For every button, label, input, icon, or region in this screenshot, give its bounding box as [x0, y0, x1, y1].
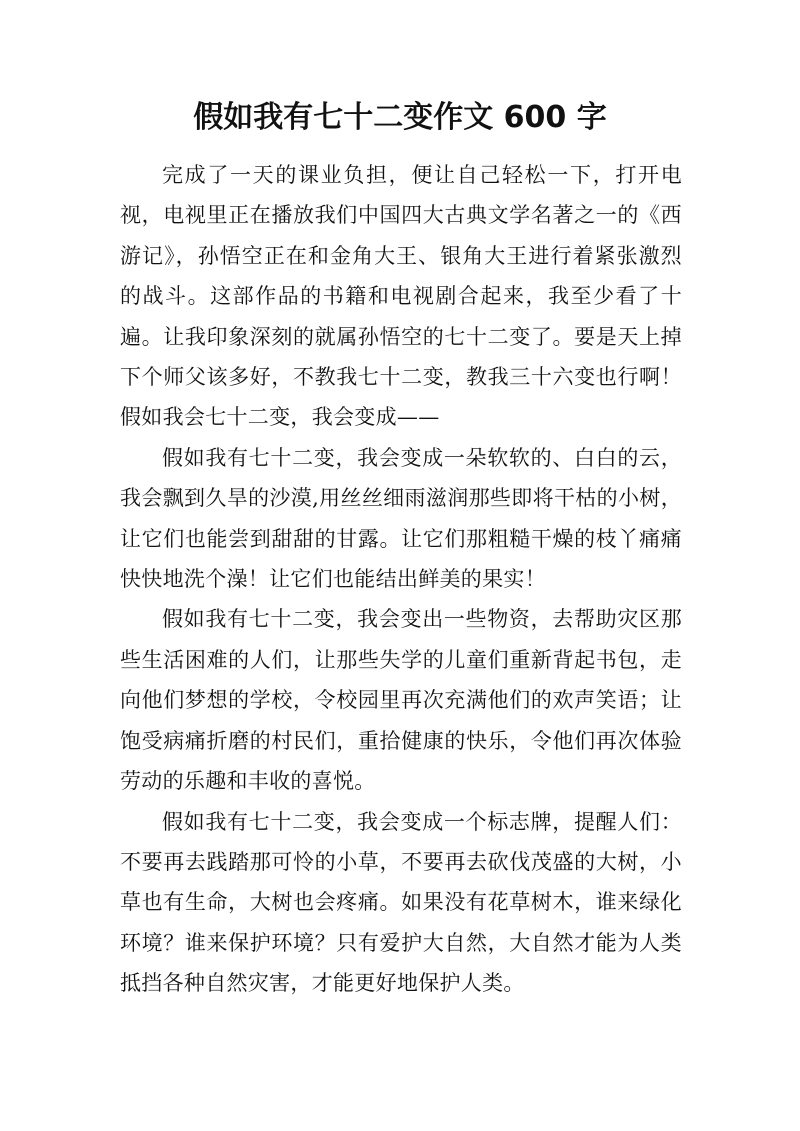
document-title: 假如我有七十二变作文 600 字: [193, 100, 607, 135]
essay-body: [120, 155, 682, 1004]
paragraph-4: 假如我有七十二变，我会变成一个标志牌，提醒人们：不要再去践踏那可怜的小草，不要再去砍伐茂盛的大树，小草也有生命，大树也会疼痛。如果没有花草树木，谁来绿化环境？谁来保护环境？只有爱护大自然，大自然才能为人类抵挡各种自然灾害，才能更好地保护人类。: [120, 809, 682, 996]
paragraph-3: 假如我有七十二变，我会变出一些物资，去帮助灾区那些生活困难的人们，让那些失学的儿童们重新背起书包，走向他们梦想的学校，令校园里再次充满他们的欢声笑语；让饱受病痛折磨的村民们，重拾健康的快乐，令他们再次体验劳动的乐趣和丰收的喜悦。: [120, 607, 682, 794]
paragraph-2: 假如我有七十二变，我会变成一朵软软的、白白的云，我会飘到久旱的沙漠,用丝丝细雨滋润那些即将干枯的小树，让它们也能尝到甜甜的甘露。让它们那粗糙干燥的枝丫痛痛快快地洗个澡！让它们也能结出鲜美的果实！: [120, 445, 682, 592]
paragraph-1: 完成了一天的课业负担，便让自己轻松一下，打开电视，电视里正在播放我们中国四大古典文学名著之一的《西游记》，孙悟空正在和金角大王、银角大王进行着紧张激烈的战斗。这部作品的书籍和电视剧合起来，我至少看了十遍。让我印象深刻的就属孙悟空的七十二变了。要是天上掉下个师父该多好，不教我七十二变，教我三十六变也行啊！假如我会七十二变，我会变成——: [120, 163, 682, 430]
